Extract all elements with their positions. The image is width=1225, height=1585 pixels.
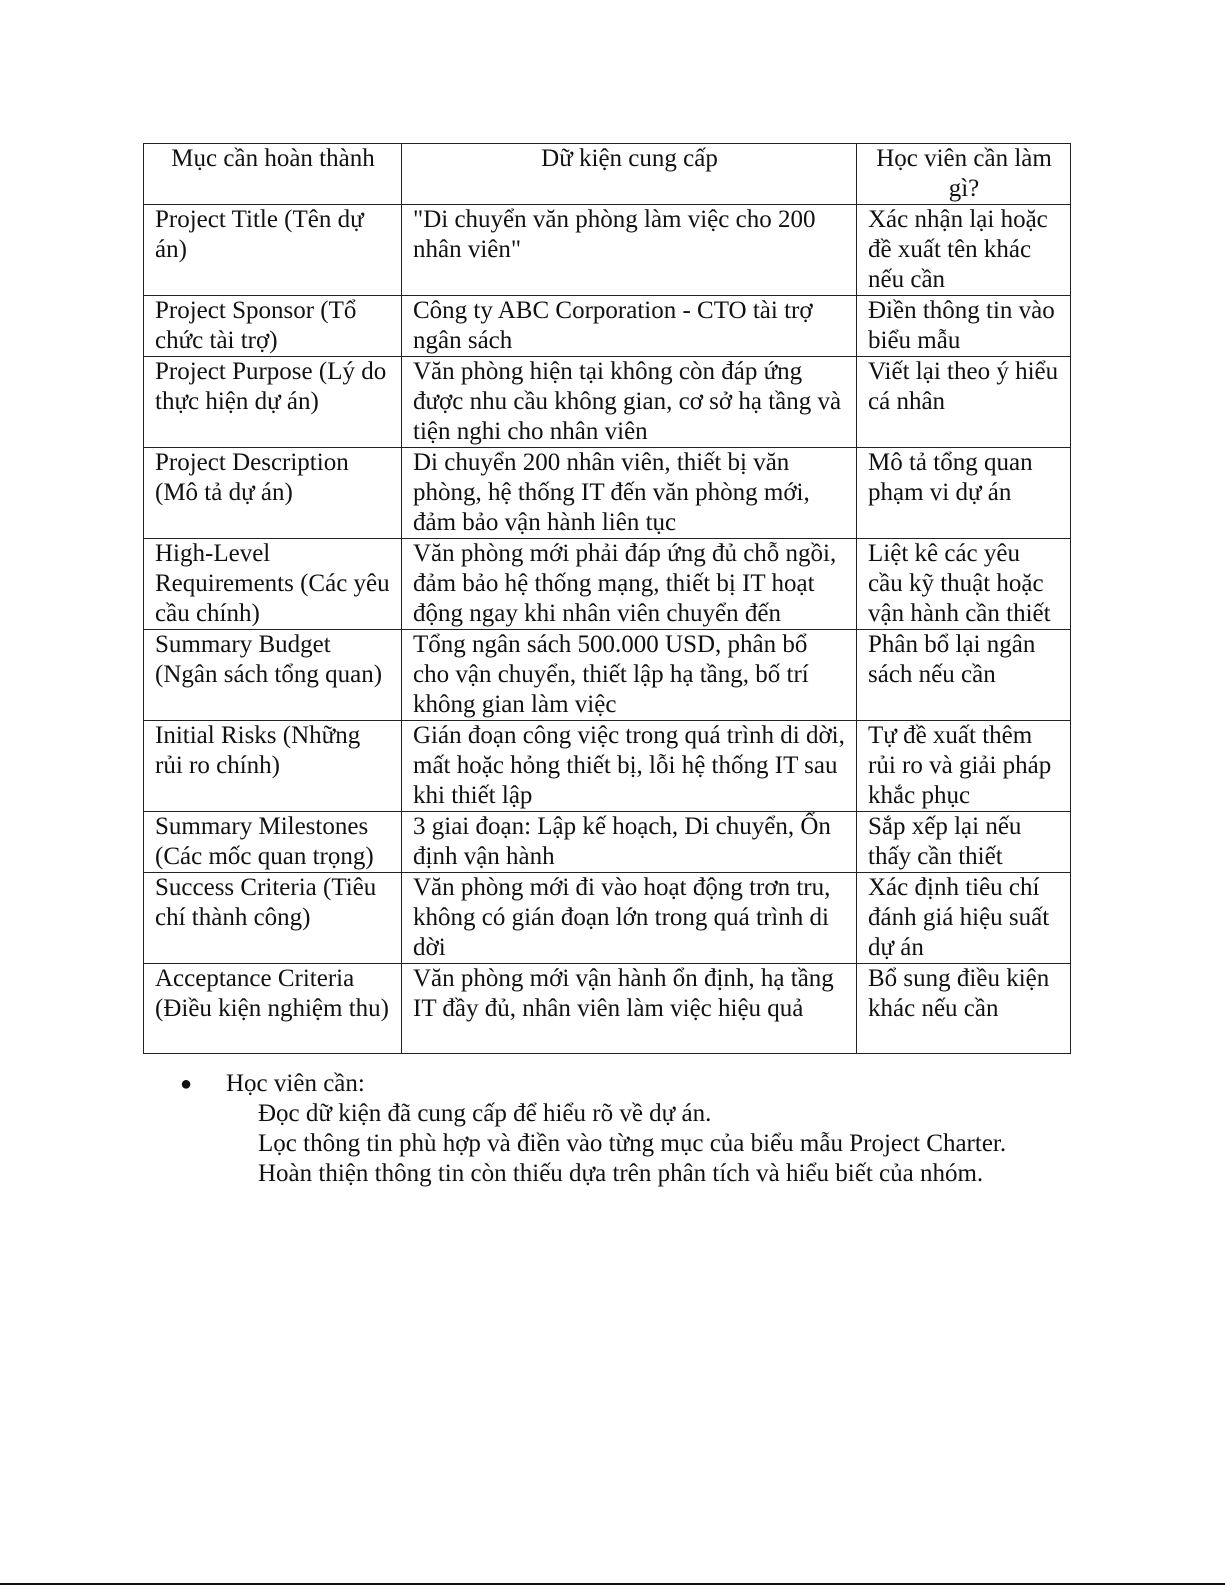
bullet-heading: Học viên cần: [226, 1070, 365, 1097]
row-given-cell: Tổng ngân sách 500.000 USD, phân bổ cho vận chuyển, thiết lập hạ tầng, bố trí không gian làm việc [402, 630, 857, 721]
row-item-cell: Initial Risks (Những rủi ro chính) [144, 721, 402, 812]
bullet-item [180, 1069, 1160, 1099]
row-task-cell: Sắp xếp lại nếu thấy cần thiết [857, 812, 1071, 873]
header-cell-given: Dữ kiện cung cấp [402, 144, 857, 205]
row-given-cell: Công ty ABC Corporation - CTO tài trợ ngân sách [402, 296, 857, 357]
row-task-cell: Mô tả tổng quan phạm vi dự án [857, 448, 1071, 539]
row-given-cell: Gián đoạn công việc trong quá trình di dời, mất hoặc hỏng thiết bị, lỗi hệ thống IT sau khi thiết lập [402, 721, 857, 812]
row-given-cell: Văn phòng mới phải đáp ứng đủ chỗ ngồi, đảm bảo hệ thống mạng, thiết bị IT hoạt động ngay khi nhân viên chuyển đến [402, 539, 857, 630]
bullet-step: Lọc thông tin phù hợp và điền vào từng mục của biểu mẫu Project Charter. [258, 1130, 1007, 1157]
bullet-step: Hoàn thiện thông tin còn thiếu dựa trên phân tích và hiểu biết của nhóm. [258, 1160, 984, 1187]
project-charter-table [143, 143, 1071, 1054]
row-item-cell: Acceptance Criteria (Điều kiện nghiệm thu) [144, 964, 402, 1054]
row-item-cell: Project Purpose (Lý do thực hiện dự án) [144, 357, 402, 448]
row-given-cell: Văn phòng mới vận hành ổn định, hạ tầng IT đầy đủ, nhân viên làm việc hiệu quả [402, 964, 857, 1054]
table-row [144, 812, 1071, 873]
row-task-cell: Xác nhận lại hoặc đề xuất tên khác nếu cần [857, 205, 1071, 296]
row-item-cell: Success Criteria (Tiêu chí thành công) [144, 873, 402, 964]
row-given-cell: Di chuyển 200 nhân viên, thiết bị văn phòng, hệ thống IT đến văn phòng mới, đảm bảo vận hành liên tục [402, 448, 857, 539]
row-given-cell: "Di chuyển văn phòng làm việc cho 200 nhân viên" [402, 205, 857, 296]
row-item-cell: Project Sponsor (Tổ chức tài trợ) [144, 296, 402, 357]
table-row [144, 964, 1071, 1054]
row-task-cell: Phân bổ lại ngân sách nếu cần [857, 630, 1071, 721]
table-header-row [144, 144, 1071, 205]
bullet-dot-icon: ● [180, 1073, 193, 1095]
table-row [144, 630, 1071, 721]
table-row [144, 721, 1071, 812]
row-given-cell: Văn phòng mới đi vào hoạt động trơn tru, không có gián đoạn lớn trong quá trình di dời [402, 873, 857, 964]
bullet-steps [258, 1099, 1160, 1189]
header-cell-item: Mục cần hoàn thành [144, 144, 402, 205]
row-task-cell: Xác định tiêu chí đánh giá hiệu suất dự án [857, 873, 1071, 964]
table-row [144, 205, 1071, 296]
row-given-cell: Văn phòng hiện tại không còn đáp ứng được nhu cầu không gian, cơ sở hạ tầng và tiện nghi cho nhân viên [402, 357, 857, 448]
row-task-cell: Bổ sung điều kiện khác nếu cần [857, 964, 1071, 1054]
row-item-cell: High-Level Requirements (Các yêu cầu chính) [144, 539, 402, 630]
row-task-cell: Tự đề xuất thêm rủi ro và giải pháp khắc phục [857, 721, 1071, 812]
table-row [144, 448, 1071, 539]
table-row [144, 539, 1071, 630]
row-item-cell: Summary Budget (Ngân sách tổng quan) [144, 630, 402, 721]
row-item-cell: Project Description (Mô tả dự án) [144, 448, 402, 539]
bullet-step: Đọc dữ kiện đã cung cấp để hiểu rõ về dự án. [258, 1100, 712, 1127]
table-row [144, 296, 1071, 357]
table-row [144, 873, 1071, 964]
header-cell-task: Học viên cần làm gì? [857, 144, 1071, 205]
row-task-cell: Viết lại theo ý hiểu cá nhân [857, 357, 1071, 448]
row-task-cell: Liệt kê các yêu cầu kỹ thuật hoặc vận hành cần thiết [857, 539, 1071, 630]
instructions-list [180, 1069, 1160, 1189]
row-item-cell: Summary Milestones (Các mốc quan trọng) [144, 812, 402, 873]
row-given-cell: 3 giai đoạn: Lập kế hoạch, Di chuyển, Ổn định vận hành [402, 812, 857, 873]
row-item-cell: Project Title (Tên dự án) [144, 205, 402, 296]
table-row [144, 357, 1071, 448]
row-task-cell: Điền thông tin vào biểu mẫu [857, 296, 1071, 357]
